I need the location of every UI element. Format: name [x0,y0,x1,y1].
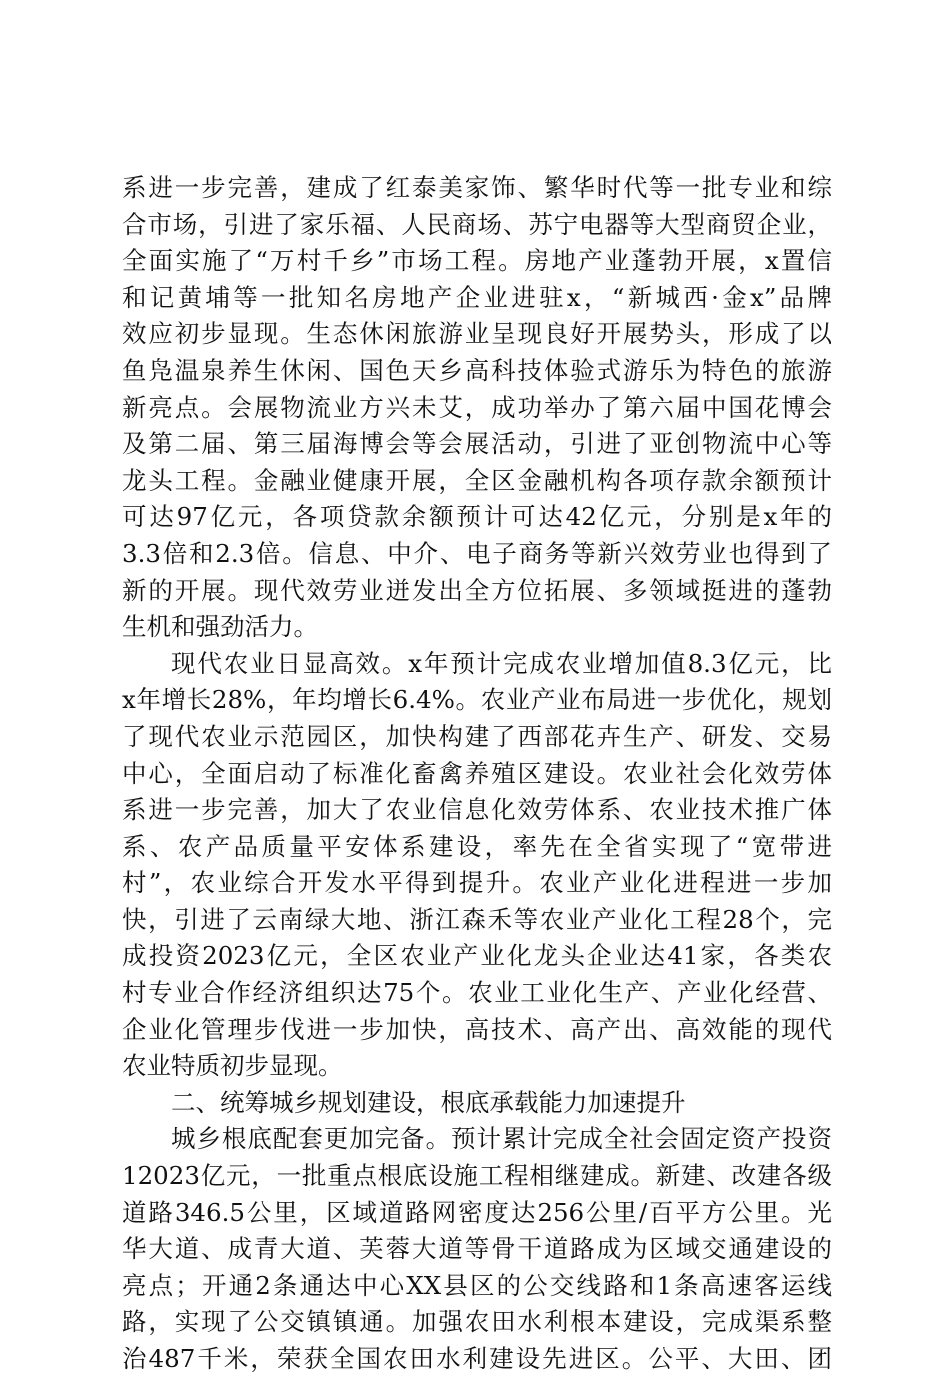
paragraph-first-line: 现代农业日显高效。x年预计完成农业增加值8.3亿元，比 [171,648,832,678]
text-line: 鱼凫温泉养生休闲、国色天乡高科技体验式游乐为特色的旅游 [122,355,832,385]
text-line: 及第二届、第三届海博会等会展活动，引进了亚创物流中心等 [122,429,832,459]
text-line: 新亮点。会展物流业方兴未艾，成功举办了第六届中国花博会 [122,392,832,422]
text-line: 系、农产品质量平安体系建设，率先在全省实现了“宽带进 [122,831,832,861]
text-line: x年增长28%，年均增长6.4%。农业产业布局进一步优化，规划 [122,685,832,715]
body-text [122,170,832,1378]
text-line: 系进一步完善，加大了农业信息化效劳体系、农业技术推广体 [122,795,832,825]
text-line: 亮点；开通2条通达中心XX县区的公交线路和1条高速客运线 [122,1270,832,1300]
text-line: 合市场，引进了家乐福、人民商场、苏宁电器等大型商贸企业， [122,209,832,239]
text-line: 道路346.5公里，区域道路网密度达256公里/百平方公里。光 [122,1197,832,1227]
text-line: 成投资2023亿元，全区农业产业化龙头企业达41家，各类农 [122,941,832,971]
text-line: 治487千米，荣获全国农田水利建设先进区。公平、大田、团 [122,1344,832,1373]
section-heading: 二、统筹城乡规划建设，根底承载能力加速提升 [171,1087,686,1117]
text-line: 效应初步显现。生态休闲旅游业呈现良好开展势头，形成了以 [122,319,832,349]
paragraph-first-line: 城乡根底配套更加完备。预计累计完成全社会固定资产投资 [171,1124,832,1154]
text-line: 系进一步完善，建成了红泰美家饰、繁华时代等一批专业和综 [122,173,832,202]
text-line: 可达97亿元，各项贷款余额预计可达42亿元，分别是x年的 [122,502,832,532]
text-line: 12023亿元，一批重点根底设施工程相继建成。新建、改建各级 [122,1161,832,1191]
text-line: 全面实施了“万村千乡”市场工程。房地产业蓬勃开展，x置信 [122,246,832,276]
text-line: 村”，农业综合开发水平得到提升。农业产业化进程进一步加 [122,868,832,898]
text-line: 快，引进了云南绿大地、浙江森禾等农业产业化工程28个，完 [122,904,832,934]
text-line: 3.3倍和2.3倍。信息、中介、电子商务等新兴效劳业也得到了 [122,538,832,568]
text-line: 新的开展。现代效劳业迸发出全方位拓展、多领域挺进的蓬勃 [122,575,832,605]
text-line: 龙头工程。金融业健康开展，全区金融机构各项存款余额预计 [122,465,832,495]
text-line: 生机和强劲活力。 [122,612,318,642]
text-line: 和记黄埔等一批知名房地产企业进驻x，“新城西·金x”品牌 [122,282,832,312]
text-line: 企业化管理步伐进一步加快，高技术、高产出、高效能的现代 [122,1014,832,1044]
text-line: 路，实现了公交镇镇通。加强农田水利根本建设，完成渠系整 [122,1307,832,1337]
text-line: 村专业合作经济组织达75个。农业工业化生产、产业化经营、 [122,978,832,1008]
text-line: 了现代农业示范园区，加快构建了西部花卉生产、研发、交易 [122,721,832,751]
text-line: 中心，全面启动了标准化畜禽养殖区建设。农业社会化效劳体 [122,758,832,788]
text-line: 农业特质初步显现。 [122,1051,343,1081]
text-line: 华大道、成青大道、芙蓉大道等骨干道路成为区域交通建设的 [122,1234,832,1264]
